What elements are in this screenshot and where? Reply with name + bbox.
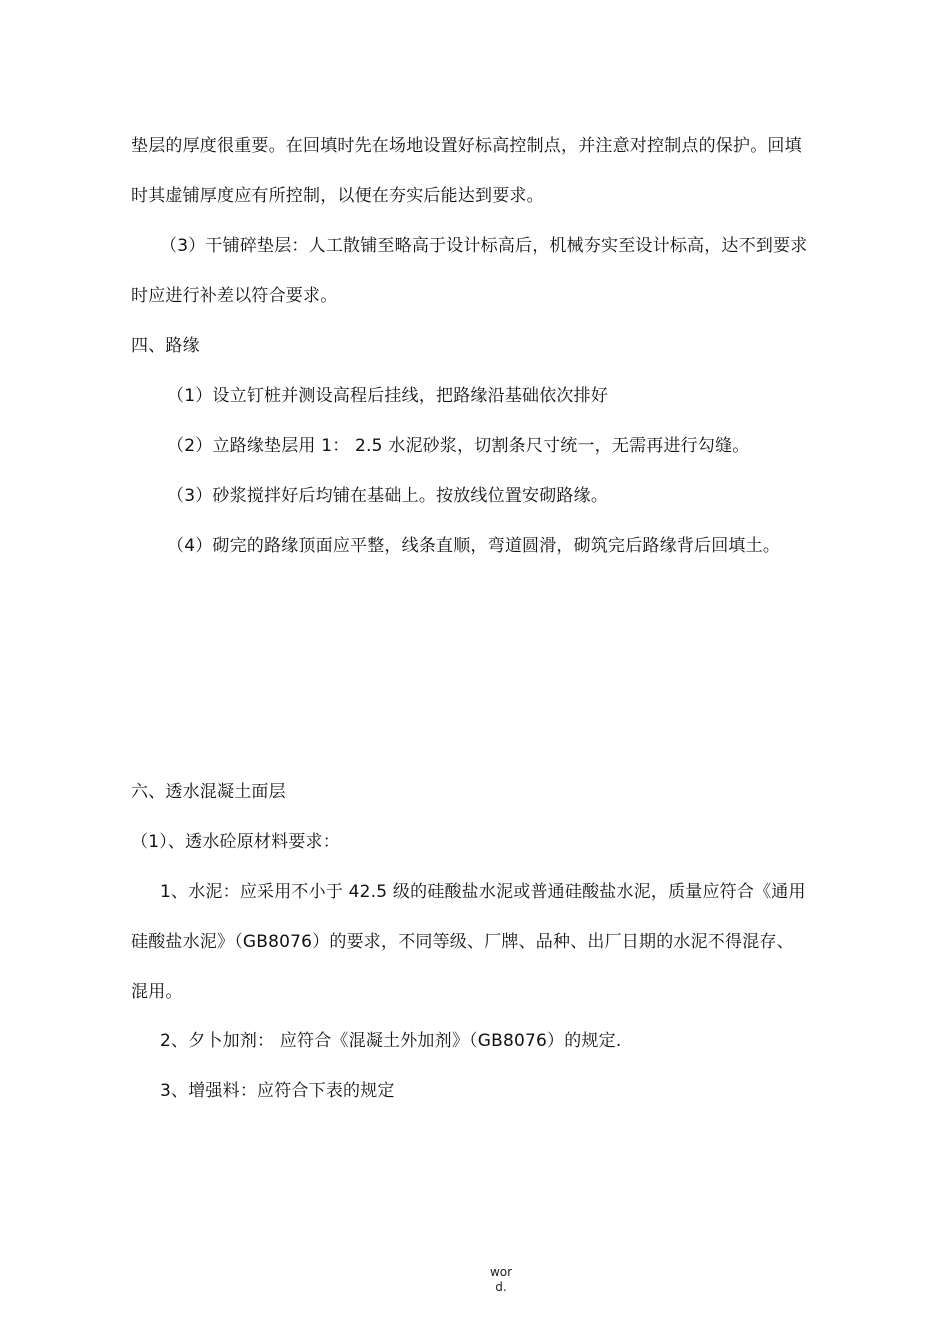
list-item: （2）立路缘垫层用 1： 2.5 水泥砂浆，切割条尺寸统一，无需再进行勾缝。 [167, 436, 750, 456]
paragraph-line: 硅酸盐水泥》（GB8076）的要求，不同等级、厂牌、品种、出厂日期的水泥不得混存、 [131, 932, 794, 952]
subsection-heading: （1）、透水砼原材料要求： [131, 832, 340, 852]
paragraph-line: 3、增强料：应符合下表的规定 [160, 1081, 395, 1101]
footer-line: wor [489, 1265, 513, 1279]
paragraph-line: 2、夕卜加剂： 应符合《混凝土外加剂》（GB8076）的规定. [160, 1031, 622, 1051]
paragraph-line: 时应进行补差以符合要求。 [131, 286, 338, 306]
paragraph-line: 1、水泥：应采用不小于 42.5 级的硅酸盐水泥或普通硅酸盐水泥，质量应符合《通用 [160, 882, 806, 902]
footer-line: d. [495, 1280, 507, 1294]
paragraph-line: 垫层的厚度很重要。在回填时先在场地设置好标高控制点，并注意对控制点的保护。回填 [131, 136, 802, 156]
section-heading: 四、路缘 [131, 336, 200, 356]
footer-text [0, 1265, 950, 1295]
paragraph-line: 时其虚铺厚度应有所控制，以便在夯实后能达到要求。 [131, 186, 544, 206]
section-heading: 六、透水混凝土面层 [131, 782, 286, 802]
paragraph-line: （3）干铺碎垫层：人工散铺至略高于设计标高后，机械夯实至设计标高，达不到要求 [160, 236, 808, 256]
paragraph-line: 混用。 [131, 982, 183, 1002]
list-item: （3）砂浆搅拌好后均铺在基础上。按放线位置安砌路缘。 [167, 486, 609, 506]
list-item: （1）设立钉桩并测设高程后挂线，把路缘沿基础依次排好 [167, 386, 609, 406]
list-item: （4）砌完的路缘顶面应平整，线条直顺，弯道圆滑，砌筑完后路缘背后回填土。 [167, 536, 781, 556]
